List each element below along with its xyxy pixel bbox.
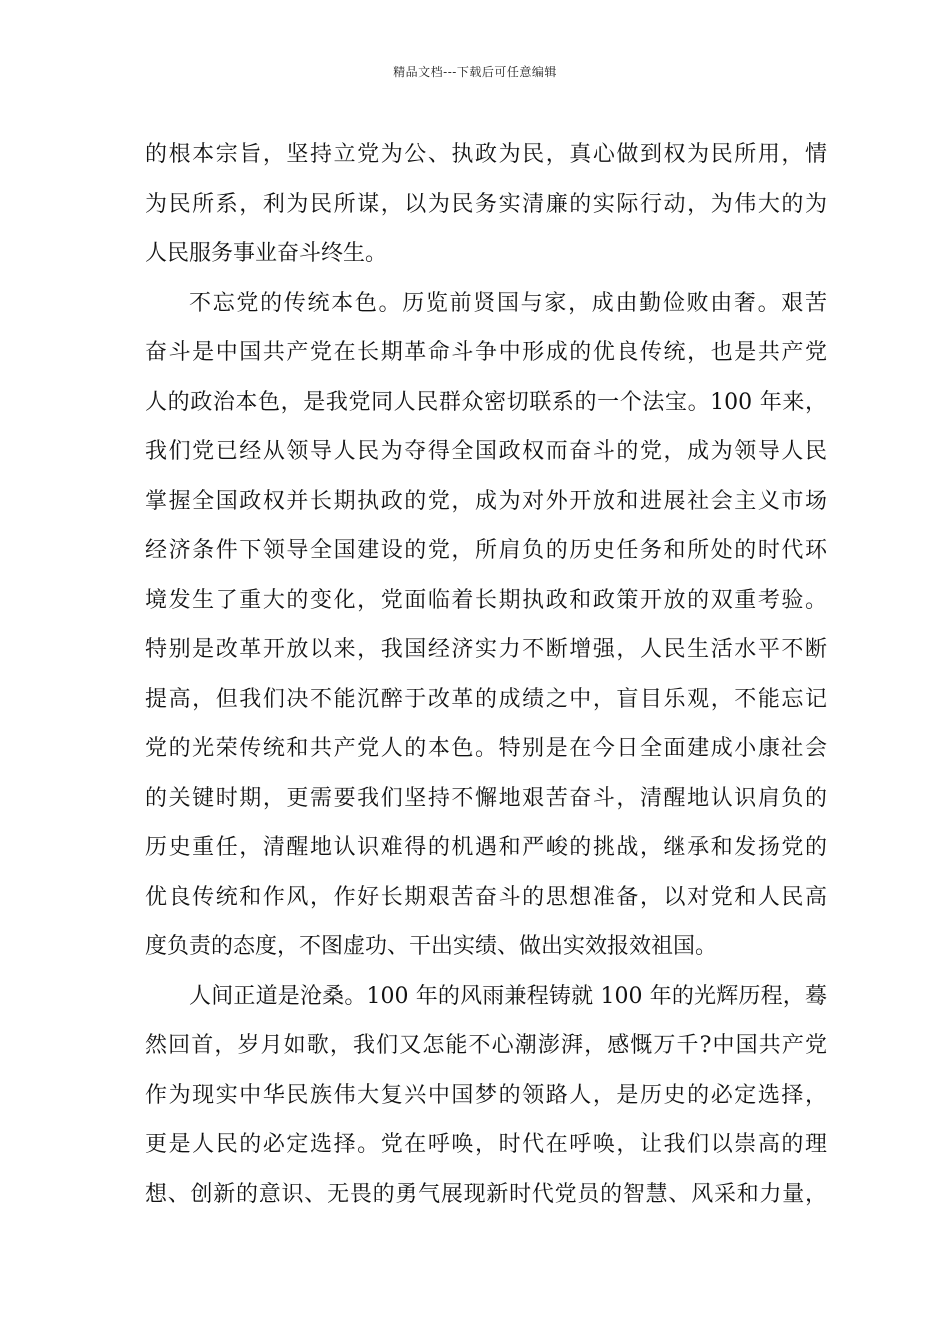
- text-line: 人间正道是沧桑。100 年的风雨兼程铸就 100 年的光辉历程，蓦: [189, 983, 827, 1009]
- text-line: 作为现实中华民族伟大复兴中国梦的领路人，是历史的必定选择，: [145, 1082, 827, 1108]
- text-line: 更是人民的必定选择。党在呼唤，时代在呼唤，让我们以崇高的理: [145, 1132, 827, 1157]
- text-line: 特别是改革开放以来，我国经济实力不断增强，人民生活水平不断: [145, 637, 827, 662]
- text-line: 历史重任，清醒地认识难得的机遇和严峻的挑战，继承和发扬党的: [145, 835, 827, 860]
- paragraph: [145, 279, 827, 972]
- text-line: 奋斗是中国共产党在长期革命斗争中形成的优良传统，也是共产党: [145, 340, 827, 365]
- text-line: 然回首，岁月如歌，我们又怎能不心潮澎湃，感慨万千?中国共产党: [145, 1033, 827, 1058]
- text-line: 境发生了重大的变化，党面临着长期执政和政策开放的双重考验。: [145, 587, 827, 613]
- text-line: 经济条件下领导全国建设的党，所肩负的历史任务和所处的时代环: [145, 538, 827, 563]
- text-line: 人的政治本色，是我党同人民群众密切联系的一个法宝。100 年来，: [145, 389, 827, 415]
- text-line: 的根本宗旨，坚持立党为公、执政为民，真心做到权为民所用，情: [145, 142, 827, 167]
- paragraph: [145, 972, 827, 1220]
- text-line: 优良传统和作风，作好长期艰苦奋斗的思想准备，以对党和人民高: [145, 884, 827, 910]
- paragraph: [145, 130, 827, 279]
- text-line: 的关键时期，更需要我们坚持不懈地艰苦奋斗，清醒地认识肩负的: [145, 785, 827, 811]
- text-line: 党的光荣传统和共产党人的本色。特别是在今日全面建成小康社会: [145, 736, 827, 761]
- page-header: 精品文档---下载后可任意编辑: [393, 65, 557, 79]
- text-line: 想、创新的意识、无畏的勇气展现新时代党员的智慧、风采和力量，: [145, 1181, 827, 1207]
- text-line: 提高，但我们决不能沉醉于改革的成绩之中，盲目乐观，不能忘记: [145, 686, 827, 712]
- text-line: 我们党已经从领导人民为夺得全国政权而奋斗的党，成为领导人民: [145, 439, 827, 464]
- text-line: 不忘党的传统本色。历览前贤国与家，成由勤俭败由奢。艰苦: [189, 290, 827, 316]
- text-line: 掌握全国政权并长期执政的党，成为对外开放和进展社会主义市场: [145, 488, 827, 514]
- text-line: 人民服务事业奋斗终生。: [145, 241, 388, 266]
- text-line: 为民所系，利为民所谋，以为民务实清廉的实际行动，为伟大的为: [145, 191, 827, 217]
- document-body: [145, 130, 827, 1219]
- text-line: 度负责的态度，不图虚功、干出实绩、做出实效报效祖国。: [145, 934, 718, 959]
